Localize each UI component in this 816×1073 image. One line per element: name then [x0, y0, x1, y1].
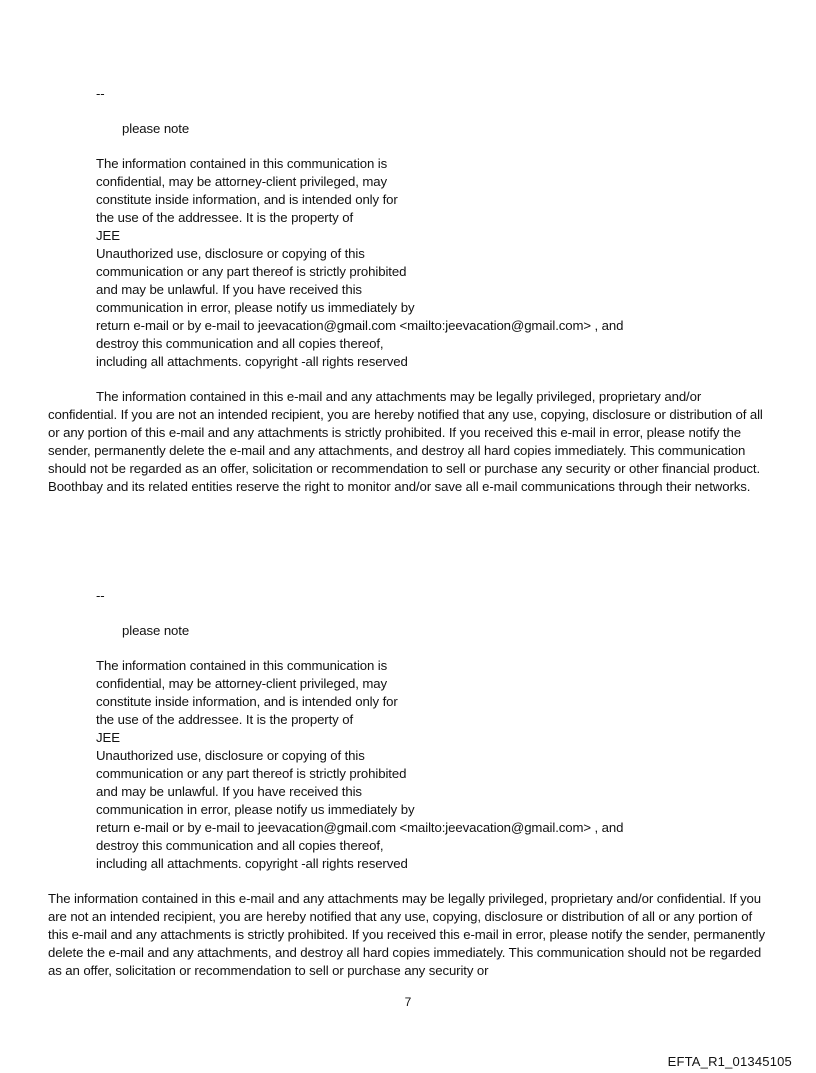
notice-line: communication or any part thereof is strictly prohibited	[96, 264, 407, 279]
notice-line: and may be unlawful. If you have received this	[96, 282, 362, 297]
notice-line: the use of the addressee. It is the property of	[96, 210, 354, 225]
notice-line: the use of the addressee. It is the property of	[96, 712, 354, 727]
notice-line: JEE	[96, 228, 120, 243]
notice-line: Unauthorized use, disclosure or copying of this	[96, 748, 365, 763]
notice-line: including all attachments. copyright -all rights reserved	[96, 856, 408, 871]
notice-line: The information contained in this communication is	[96, 156, 388, 171]
notice-line-email: return e-mail or by e-mail to jeevacation@gmail.com <mailto:jeevacation@gmail.com> , and	[96, 318, 624, 333]
notice-line: and may be unlawful. If you have received this	[96, 784, 362, 799]
notice-line: destroy this communication and all copies thereof,	[96, 838, 384, 853]
please-note-heading-1: please note	[122, 121, 190, 136]
notice-line: JEE	[96, 730, 120, 745]
disclaimer-text: The information contained in this e-mail and any attachments may be legally privileged, proprietary and/or confidential. If you are not an intended recipient, you are hereby notified that any use, copying, disclosure or distribution of all or any portion of this e-mail and any attachments is strictly prohibited. If you received this e-mail in error, please notify the sender, permanently delete the e-mail and any attachments, and destroy all hard copies immediately. This communication should not be regarded as an offer, solicitation or recommendation to sell or purchase any security or	[48, 891, 765, 978]
notice-line: communication in error, please notify us immediately by	[96, 802, 415, 817]
notice-line: communication in error, please notify us immediately by	[96, 300, 415, 315]
disclaimer-text: The information contained in this e-mail and any attachments may be legally privileged, proprietary and/or confidential. If you are not an intended recipient, you are hereby notified that any use, copying, disclosure or distribution of all or any portion of this e-mail and any attachments is strictly prohibited. If you received this e-mail in error, please notify the sender, permanently delete the e-mail and any attachments, and destroy all hard copies immediately. This communication should not be regarded as an offer, solicitation or recommendation to sell or purchase any security or other financial product. Boothbay and its related entities reserve the right to monitor and/or save all e-mail communications through their networks.	[48, 389, 763, 494]
please-note-heading-2: please note	[122, 623, 190, 638]
separator-2: --	[96, 588, 105, 603]
notice-line-email: return e-mail or by e-mail to jeevacation@gmail.com <mailto:jeevacation@gmail.com> , and	[96, 820, 624, 835]
notice-line: including all attachments. copyright -all rights reserved	[96, 354, 408, 369]
disclaimer-paragraph-1	[48, 388, 770, 496]
page-number: 7	[404, 995, 412, 1009]
notice-line: destroy this communication and all copies thereof,	[96, 336, 384, 351]
disclaimer-paragraph-2	[48, 890, 770, 980]
notice-line: The information contained in this communication is	[96, 658, 388, 673]
notice-line: confidential, may be attorney-client privileged, may	[96, 676, 387, 691]
notice-line: Unauthorized use, disclosure or copying of this	[96, 246, 365, 261]
separator-1: --	[96, 86, 105, 101]
notice-line: constitute inside information, and is intended only for	[96, 694, 398, 709]
notice-line: constitute inside information, and is intended only for	[96, 192, 398, 207]
notice-line: confidential, may be attorney-client privileged, may	[96, 174, 387, 189]
document-id: EFTA_R1_01345105	[667, 1054, 792, 1069]
notice-line: communication or any part thereof is strictly prohibited	[96, 766, 407, 781]
